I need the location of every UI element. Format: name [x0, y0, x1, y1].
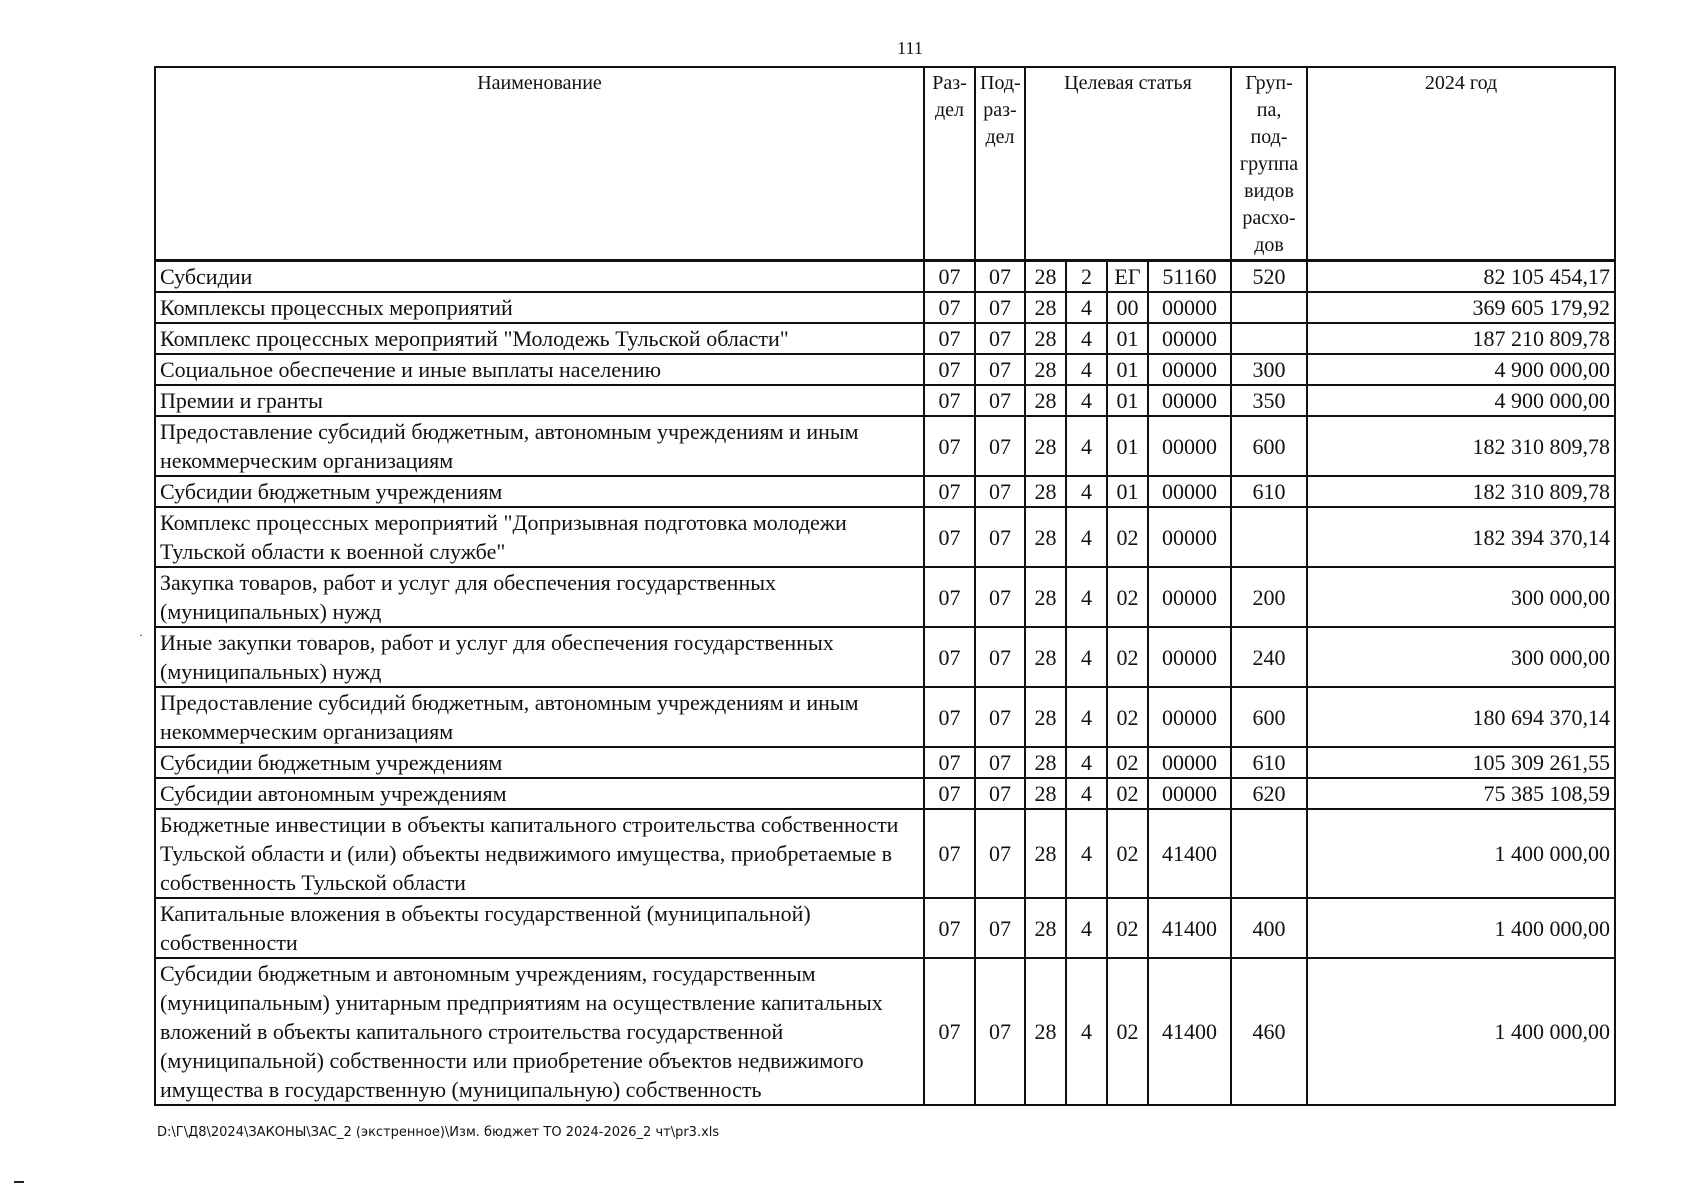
row-razdel: 07 — [924, 292, 975, 323]
row-name: Иные закупки товаров, работ и услуг для обеспечения государственных (муниципальных) нужд — [155, 627, 924, 687]
row-expense-group: 300 — [1231, 354, 1307, 385]
row-target-code: 00000 — [1148, 627, 1231, 687]
row-expense-group — [1231, 323, 1307, 354]
row-name: Субсидии бюджетным учреждениям — [155, 476, 924, 507]
row-razdel: 07 — [924, 809, 975, 898]
row-amount: 4 900 000,00 — [1307, 385, 1615, 416]
row-target-type: 4 — [1066, 354, 1107, 385]
row-target-code: 00000 — [1148, 292, 1231, 323]
row-expense-group: 610 — [1231, 747, 1307, 778]
row-expense-group: 350 — [1231, 385, 1307, 416]
row-target-type: 4 — [1066, 476, 1107, 507]
row-name: Комплекс процессных мероприятий "Молодежь Тульской области" — [155, 323, 924, 354]
row-target-program: 28 — [1025, 385, 1066, 416]
row-target-program: 28 — [1025, 476, 1066, 507]
row-name: Субсидии бюджетным и автономным учреждениям, государственным (муниципальным) унитарным предприятиям на осуществление капитальных вложений в объекты капитального строительства государственной (муниципальной) собственности или приобретение объектов недвижимого имущества в государственную (муниципальную) собственность — [155, 958, 924, 1105]
scan-mark: · — [139, 628, 143, 642]
row-podrazdel: 07 — [975, 476, 1025, 507]
row-podrazdel: 07 — [975, 627, 1025, 687]
row-target-direction: 02 — [1107, 567, 1148, 627]
budget-table — [154, 66, 1616, 1106]
row-target-program: 28 — [1025, 898, 1066, 958]
row-podrazdel: 07 — [975, 567, 1025, 627]
row-expense-group: 200 — [1231, 567, 1307, 627]
row-razdel: 07 — [924, 747, 975, 778]
row-target-program: 28 — [1025, 809, 1066, 898]
row-name: Закупка товаров, работ и услуг для обеспечения государственных (муниципальных) нужд — [155, 567, 924, 627]
row-target-type: 4 — [1066, 507, 1107, 567]
row-razdel: 07 — [924, 385, 975, 416]
row-target-direction: 01 — [1107, 385, 1148, 416]
row-amount: 369 605 179,92 — [1307, 292, 1615, 323]
row-expense-group — [1231, 809, 1307, 898]
row-podrazdel: 07 — [975, 747, 1025, 778]
table-header-row — [155, 67, 1615, 261]
row-target-type: 4 — [1066, 687, 1107, 747]
row-target-type: 2 — [1066, 261, 1107, 293]
row-amount: 4 900 000,00 — [1307, 354, 1615, 385]
row-target-code: 00000 — [1148, 567, 1231, 627]
row-target-program: 28 — [1025, 687, 1066, 747]
row-podrazdel: 07 — [975, 261, 1025, 293]
row-razdel: 07 — [924, 416, 975, 476]
table-row — [155, 507, 1615, 567]
header-expense-group: Груп- па, под- группа видов расхо- дов — [1231, 67, 1307, 261]
row-amount: 82 105 454,17 — [1307, 261, 1615, 293]
row-razdel: 07 — [924, 323, 975, 354]
row-target-program: 28 — [1025, 627, 1066, 687]
row-target-type: 4 — [1066, 627, 1107, 687]
header-target-article: Целевая статья — [1025, 67, 1231, 261]
row-target-code: 41400 — [1148, 809, 1231, 898]
row-amount: 182 310 809,78 — [1307, 416, 1615, 476]
row-target-type: 4 — [1066, 292, 1107, 323]
row-name: Комплекс процессных мероприятий "Допризывная подготовка молодежи Тульской области к военной службе" — [155, 507, 924, 567]
row-target-type: 4 — [1066, 778, 1107, 809]
row-target-code: 00000 — [1148, 747, 1231, 778]
header-year-2024: 2024 год — [1307, 67, 1615, 261]
row-name: Субсидии автономным учреждениям — [155, 778, 924, 809]
row-target-program: 28 — [1025, 747, 1066, 778]
row-target-code: 41400 — [1148, 898, 1231, 958]
table-row — [155, 292, 1615, 323]
row-podrazdel: 07 — [975, 687, 1025, 747]
row-target-program: 28 — [1025, 323, 1066, 354]
table-row — [155, 687, 1615, 747]
row-target-type: 4 — [1066, 898, 1107, 958]
row-amount: 1 400 000,00 — [1307, 958, 1615, 1105]
corner-dash — [14, 1181, 24, 1183]
page-number: 111 — [897, 38, 923, 58]
row-razdel: 07 — [924, 958, 975, 1105]
row-target-direction: 01 — [1107, 354, 1148, 385]
table-row — [155, 958, 1615, 1105]
row-target-direction: 01 — [1107, 416, 1148, 476]
row-target-direction: 01 — [1107, 323, 1148, 354]
row-target-program: 28 — [1025, 292, 1066, 323]
row-razdel: 07 — [924, 778, 975, 809]
row-razdel: 07 — [924, 354, 975, 385]
row-podrazdel: 07 — [975, 898, 1025, 958]
row-amount: 187 210 809,78 — [1307, 323, 1615, 354]
row-target-direction: 02 — [1107, 778, 1148, 809]
row-target-type: 4 — [1066, 747, 1107, 778]
row-target-direction: 02 — [1107, 809, 1148, 898]
row-target-code: 00000 — [1148, 416, 1231, 476]
row-razdel: 07 — [924, 507, 975, 567]
row-razdel: 07 — [924, 476, 975, 507]
row-amount: 182 394 370,14 — [1307, 507, 1615, 567]
table-row — [155, 323, 1615, 354]
row-amount: 1 400 000,00 — [1307, 898, 1615, 958]
row-podrazdel: 07 — [975, 385, 1025, 416]
row-target-direction: 02 — [1107, 507, 1148, 567]
row-expense-group: 460 — [1231, 958, 1307, 1105]
table-row — [155, 261, 1615, 293]
row-podrazdel: 07 — [975, 292, 1025, 323]
row-target-direction: 02 — [1107, 747, 1148, 778]
row-name: Социальное обеспечение и иные выплаты населению — [155, 354, 924, 385]
row-target-program: 28 — [1025, 567, 1066, 627]
row-name: Субсидии бюджетным учреждениям — [155, 747, 924, 778]
row-podrazdel: 07 — [975, 416, 1025, 476]
table-body — [155, 261, 1615, 1106]
table-row — [155, 747, 1615, 778]
row-target-type: 4 — [1066, 416, 1107, 476]
row-name: Субсидии — [155, 261, 924, 293]
row-amount: 300 000,00 — [1307, 567, 1615, 627]
row-razdel: 07 — [924, 261, 975, 293]
row-target-code: 00000 — [1148, 354, 1231, 385]
row-amount: 1 400 000,00 — [1307, 809, 1615, 898]
row-amount: 105 309 261,55 — [1307, 747, 1615, 778]
row-name: Премии и гранты — [155, 385, 924, 416]
row-target-code: 51160 — [1148, 261, 1231, 293]
table-row — [155, 567, 1615, 627]
row-name: Бюджетные инвестиции в объекты капитального строительства собственности Тульской области и (или) объекты недвижимого имущества, приобретаемые в собственность Тульской области — [155, 809, 924, 898]
row-podrazdel: 07 — [975, 507, 1025, 567]
row-target-type: 4 — [1066, 323, 1107, 354]
row-razdel: 07 — [924, 567, 975, 627]
row-target-direction: 02 — [1107, 627, 1148, 687]
row-target-type: 4 — [1066, 958, 1107, 1105]
row-expense-group: 400 — [1231, 898, 1307, 958]
row-expense-group — [1231, 507, 1307, 567]
row-target-code: 00000 — [1148, 687, 1231, 747]
row-target-code: 00000 — [1148, 778, 1231, 809]
row-amount: 180 694 370,14 — [1307, 687, 1615, 747]
row-target-direction: 02 — [1107, 687, 1148, 747]
row-podrazdel: 07 — [975, 958, 1025, 1105]
table-row — [155, 627, 1615, 687]
footer-file-path: D:\Г\Д8\2024\ЗАКОНЫ\ЗАС_2 (экстренное)\Изм. бюджет ТО 2024-2026_2 чт\pr3.xls — [157, 1125, 720, 1140]
row-podrazdel: 07 — [975, 354, 1025, 385]
row-expense-group — [1231, 292, 1307, 323]
row-target-direction: ЕГ — [1107, 261, 1148, 293]
header-razdel: Раз- дел — [924, 67, 975, 261]
row-target-program: 28 — [1025, 507, 1066, 567]
row-podrazdel: 07 — [975, 809, 1025, 898]
row-name: Предоставление субсидий бюджетным, автономным учреждениям и иным некоммерческим организациям — [155, 416, 924, 476]
row-target-code: 00000 — [1148, 323, 1231, 354]
row-target-code: 00000 — [1148, 507, 1231, 567]
table-row — [155, 416, 1615, 476]
table-row — [155, 476, 1615, 507]
table-row — [155, 385, 1615, 416]
row-target-program: 28 — [1025, 354, 1066, 385]
row-expense-group: 520 — [1231, 261, 1307, 293]
row-razdel: 07 — [924, 898, 975, 958]
row-name: Предоставление субсидий бюджетным, автономным учреждениям и иным некоммерческим организациям — [155, 687, 924, 747]
row-target-program: 28 — [1025, 958, 1066, 1105]
row-podrazdel: 07 — [975, 323, 1025, 354]
row-target-program: 28 — [1025, 261, 1066, 293]
row-amount: 182 310 809,78 — [1307, 476, 1615, 507]
header-podrazdel: Под- раз- дел — [975, 67, 1025, 261]
header-name: Наименование — [155, 67, 924, 261]
row-amount: 75 385 108,59 — [1307, 778, 1615, 809]
row-target-type: 4 — [1066, 385, 1107, 416]
row-expense-group: 600 — [1231, 687, 1307, 747]
row-target-code: 00000 — [1148, 476, 1231, 507]
row-expense-group: 240 — [1231, 627, 1307, 687]
row-target-program: 28 — [1025, 416, 1066, 476]
row-target-code: 00000 — [1148, 385, 1231, 416]
row-target-direction: 02 — [1107, 898, 1148, 958]
row-name: Капитальные вложения в объекты государственной (муниципальной) собственности — [155, 898, 924, 958]
row-expense-group: 600 — [1231, 416, 1307, 476]
row-target-direction: 01 — [1107, 476, 1148, 507]
row-target-code: 41400 — [1148, 958, 1231, 1105]
table-row — [155, 778, 1615, 809]
row-expense-group: 610 — [1231, 476, 1307, 507]
row-target-direction: 00 — [1107, 292, 1148, 323]
row-podrazdel: 07 — [975, 778, 1025, 809]
row-name: Комплексы процессных мероприятий — [155, 292, 924, 323]
table-row — [155, 809, 1615, 898]
table-row — [155, 354, 1615, 385]
row-amount: 300 000,00 — [1307, 627, 1615, 687]
row-expense-group: 620 — [1231, 778, 1307, 809]
row-target-type: 4 — [1066, 567, 1107, 627]
table-row — [155, 898, 1615, 958]
row-target-type: 4 — [1066, 809, 1107, 898]
row-razdel: 07 — [924, 687, 975, 747]
row-target-program: 28 — [1025, 778, 1066, 809]
row-target-direction: 02 — [1107, 958, 1148, 1105]
row-razdel: 07 — [924, 627, 975, 687]
